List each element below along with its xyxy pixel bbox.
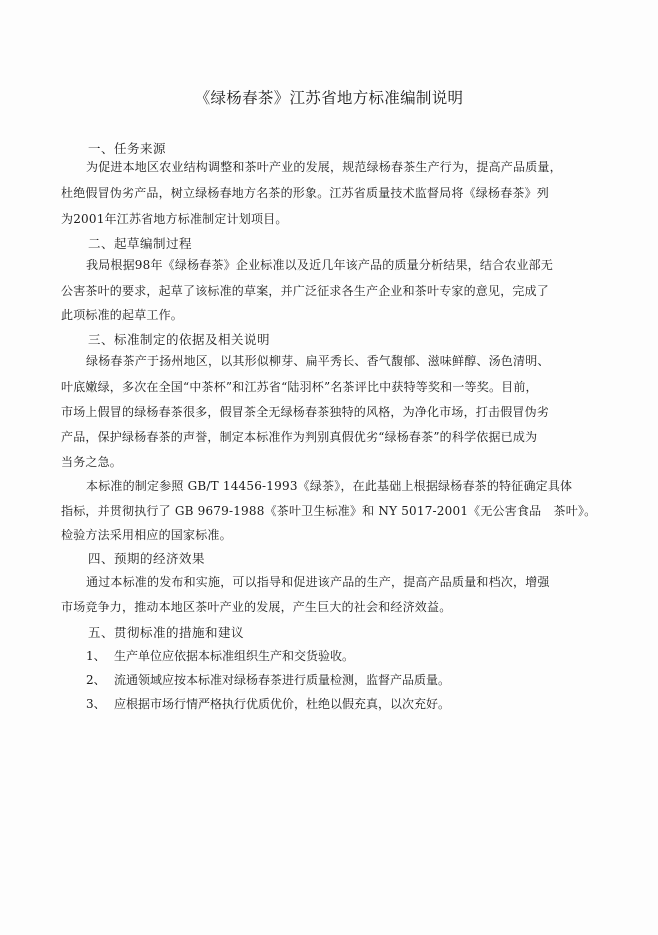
list-item-number: 3、 bbox=[86, 697, 106, 711]
paragraph-line: 市场竞争力，推动本地区茶叶产业的发展，产生巨大的社会和经济效益。 bbox=[61, 600, 452, 614]
section-heading-task-source: 一、任务来源 bbox=[88, 141, 167, 156]
paragraph-line: 为2001年江苏省地方标准制定计划项目。 bbox=[61, 212, 288, 226]
paragraph-line: 绿杨春茶产于扬州地区，以其形似柳芽、扁平秀长、香气馥郁、滋味鲜醇、汤色清明、 bbox=[86, 354, 550, 368]
section-heading-basis: 三、标准制定的依据及相关说明 bbox=[88, 332, 271, 347]
paragraph-line: 产品，保护绿杨春茶的声誉，制定本标准作为判别真假优劣“绿杨春茶”的科学依据已成为 bbox=[61, 430, 538, 444]
paragraph-line: 本标准的制定参照 GB/T 14456-1993《绿茶》，在此基础上根据绿杨春茶的特征确定具体 bbox=[86, 479, 573, 493]
section-heading-economic-effect: 四、预期的经济效果 bbox=[88, 551, 206, 566]
list-item bbox=[86, 695, 450, 712]
section-heading-drafting-process: 二、起草编制过程 bbox=[88, 236, 193, 251]
paragraph-line: 叶底嫩绿，多次在全国“中茶杯”和江苏省“陆羽杯”名茶评比中获特等奖和一等奖。目前， bbox=[61, 380, 538, 394]
list-item bbox=[86, 647, 354, 664]
paragraph-line: 市场上假冒的绿杨春茶很多，假冒茶全无绿杨春茶独特的风格，为净化市场，打击假冒伪劣 bbox=[61, 405, 550, 419]
list-item-number: 2、 bbox=[86, 673, 106, 687]
paragraph-line: 杜绝假冒伪劣产品，树立绿杨春地方名茶的形象。江苏省质量技术监督局将《绿杨春茶》列 bbox=[61, 186, 550, 200]
paragraph-line: 指标，并贯彻执行了 GB 9679-1988《茶叶卫生标准》和 NY 5017-2001《无公害食品 茶叶》。 bbox=[61, 504, 597, 518]
paragraph-line: 检验方法采用相应的国家标准。 bbox=[61, 528, 232, 542]
list-item-text: 流通领域应按本标准对绿杨春茶进行质量检测，监督产品质量。 bbox=[114, 673, 451, 687]
list-item-text: 应根据市场行情严格执行优质优价，杜绝以假充真，以次充好。 bbox=[114, 697, 451, 711]
paragraph-line: 公害茶叶的要求，起草了该标准的草案，并广泛征求各生产企业和茶叶专家的意见，完成了 bbox=[61, 284, 550, 298]
document-title: 《绿杨春茶》江苏省地方标准编制说明 bbox=[194, 89, 464, 107]
list-item bbox=[86, 671, 450, 688]
paragraph-line: 当务之急。 bbox=[61, 455, 123, 469]
paragraph-line: 我局根据98年《绿杨春茶》企业标准以及近几年该产品的质量分析结果，结合农业部无 bbox=[86, 258, 554, 272]
paragraph-line: 通过本标准的发布和实施，可以指导和促进该产品的生产，提高产品质量和档次，增强 bbox=[86, 575, 550, 589]
section-heading-measures: 五、贯彻标准的措施和建议 bbox=[88, 625, 245, 640]
list-item-text: 生产单位应依据本标准组织生产和交货验收。 bbox=[114, 649, 355, 663]
paragraph-line: 为促进本地区农业结构调整和茶叶产业的发展，规范绿杨春茶生产行为，提高产品质量， bbox=[86, 160, 562, 174]
list-item-number: 1、 bbox=[86, 649, 106, 663]
paragraph-line: 此项标准的起草工作。 bbox=[61, 308, 184, 322]
